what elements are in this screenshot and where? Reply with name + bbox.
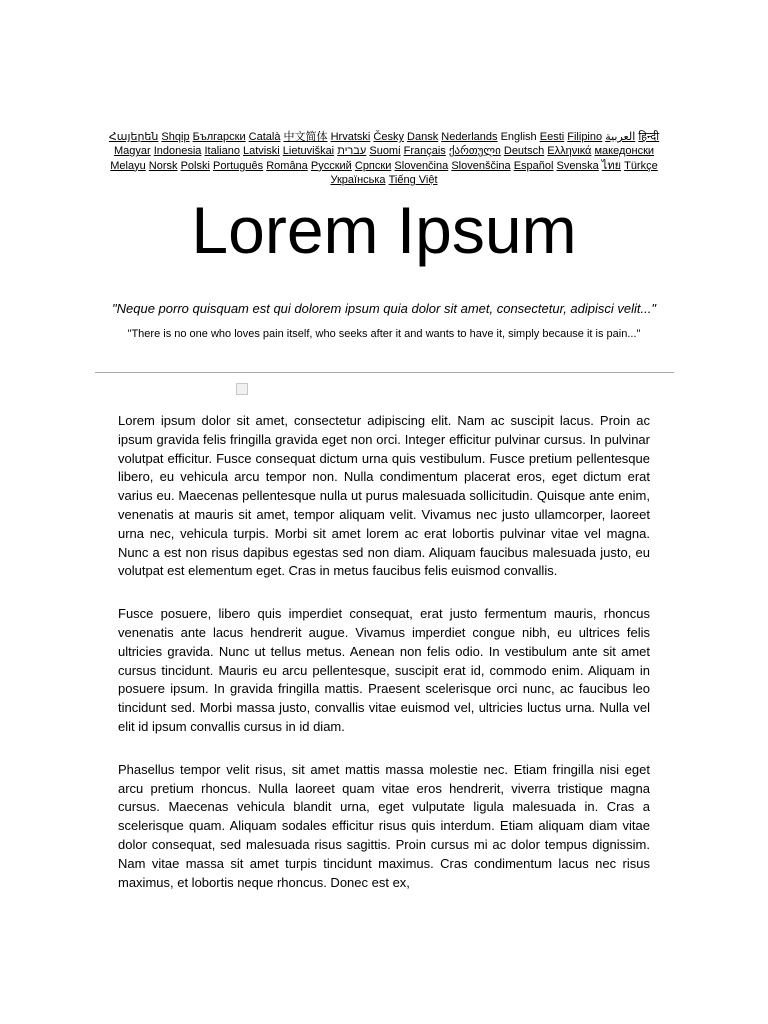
language-link[interactable]: Polski — [180, 159, 210, 172]
language-link[interactable]: Shqip — [161, 131, 190, 143]
language-link[interactable]: Nederlands — [441, 131, 498, 143]
language-link[interactable]: Norsk — [148, 159, 178, 172]
lorem-content — [118, 412, 650, 912]
language-link[interactable]: 中文简体 — [283, 131, 328, 143]
language-link[interactable]: Slovenščina — [451, 159, 511, 172]
language-link[interactable]: Česky — [373, 131, 404, 143]
language-link[interactable]: македонски — [594, 145, 655, 158]
paragraph-3: Phasellus tempor velit risus, sit amet mattis massa molestie nec. Etiam fringilla nisi eget arcu pretium rhoncus. Nulla laoreet quam vitae eros hendrerit, viverra tristique magna cursus. Maecenas vehicula blandit urna, eget vulputate ligula malesuada in. Cras a scelerisque quam. Aliquam sodales efficitur risus quis interdum. Etiam aliquam diam vitae dolor consequat, sed malesuada risus sagittis. Proin cursus mi ac dolor tempus dignissim. Nam vitae massa sit amet turpis tincidunt maximus. Cras condimentum lacus nec risus maximus, et lobortis neque rhoncus. Donec est ex, — [118, 761, 650, 890]
language-link[interactable]: Português — [213, 159, 264, 172]
english-quote: "There is no one who loves pain itself, who seeks after it and wants to have it, simply because it is pain..." — [127, 328, 641, 340]
language-link[interactable]: Español — [513, 159, 554, 172]
language-link[interactable]: Tiếng Việt — [388, 173, 438, 186]
paragraph-1: Lorem ipsum dolor sit amet, consectetur adipiscing elit. Nam ac suscipit lacus. Proin ac ipsum gravida felis fringilla gravida eget non orci. Integer efficitur pulvinar cursus. In pulvinar volutpat efficitur. Fusce consequat dictum urna quis vestibulum. Fusce pretium pellentesque libero, eu vehicula arcu tempor non. Nulla condimentum placerat eros, eget dictum erat varius eu. Maecenas pellentesque nulla ut purus malesuada sollicitudin. Quisque ante enim, venenatis at mauris sit amet, tempor aliquam velit. Vivamus nec justo ullamcorper, laoreet urna nec, vehicula turpis. Morbi sit amet lorem ac erat lobortis pulvinar vitae vel magna. Nunc a est non risus dapibus egestas sed non diam. Aliquam faucibus malesuada justo, eu volutpat est elementum eget. Cras in metus faucibus felis euismod convallis. — [118, 413, 650, 579]
language-link[interactable]: Svenska — [556, 159, 599, 172]
language-link[interactable]: Magyar — [113, 145, 151, 158]
language-link[interactable]: Српски — [354, 159, 392, 172]
language-link: English — [500, 131, 537, 143]
language-link[interactable]: Français — [403, 145, 446, 158]
paragraph-2: Fusce posuere, libero quis imperdiet consequat, erat justo fermentum mauris, rhoncus venenatis ante lacus hendrerit augue. Vivamus imperdiet congue nibh, eu ultrices felis ultricies gravida. Nunc ut tellus metus. Aenean non felis odio. In vestibulum ante sit amet cursus tincidunt. Mauris eu arcu pellentesque, suscipit erat id, commodo enim. Aliquam in posuere ipsum. In gravida fringilla mattis. Praesent scelerisque orci nunc, ac faucibus leo tincidunt sed. Morbi massa justo, convallis vitae euismod vel, ultricies luctus urna. Nulla vel elit id ipsum convallis cursus in id diam. — [118, 606, 650, 734]
language-link[interactable]: Melayu — [110, 159, 146, 172]
language-link[interactable]: ქართული — [448, 145, 501, 158]
language-link[interactable]: Deutsch — [503, 145, 545, 158]
language-link[interactable]: العربية — [605, 131, 636, 143]
language-link[interactable]: Italiano — [204, 145, 240, 158]
language-link[interactable]: Lietuviškai — [282, 145, 335, 158]
language-link[interactable]: Slovenčina — [394, 159, 449, 172]
page-title: Lorem Ipsum — [191, 193, 577, 267]
language-link[interactable]: Filipino — [567, 131, 603, 143]
language-link[interactable]: Български — [192, 131, 246, 143]
language-link[interactable]: Româna — [266, 159, 308, 172]
language-link[interactable]: Indonesia — [153, 145, 202, 158]
language-link[interactable]: עברית — [337, 145, 367, 158]
language-link[interactable]: Latviski — [243, 145, 280, 158]
language-link[interactable]: Українська — [330, 173, 386, 186]
language-selector — [100, 130, 668, 187]
divider — [95, 372, 674, 373]
language-link[interactable]: Suomi — [369, 145, 401, 158]
language-link[interactable]: Türkçe — [624, 159, 658, 172]
language-link[interactable]: Ελληνικά — [547, 145, 592, 158]
language-link[interactable]: Eesti — [539, 131, 565, 143]
language-link[interactable]: हिन्दी — [638, 131, 660, 143]
language-link[interactable]: Dansk — [407, 131, 439, 143]
latin-quote: "Neque porro quisquam est qui dolorem ipsum quia dolor sit amet, consectetur, adipisci velit..." — [112, 301, 656, 316]
language-link[interactable]: Català — [248, 131, 281, 143]
language-link[interactable]: Hrvatski — [330, 131, 371, 143]
language-link[interactable]: ไทย — [601, 159, 622, 172]
broken-image-icon — [236, 383, 248, 395]
language-link[interactable]: Pyccкий — [310, 159, 352, 172]
language-link[interactable]: Հայերեն — [108, 131, 159, 143]
